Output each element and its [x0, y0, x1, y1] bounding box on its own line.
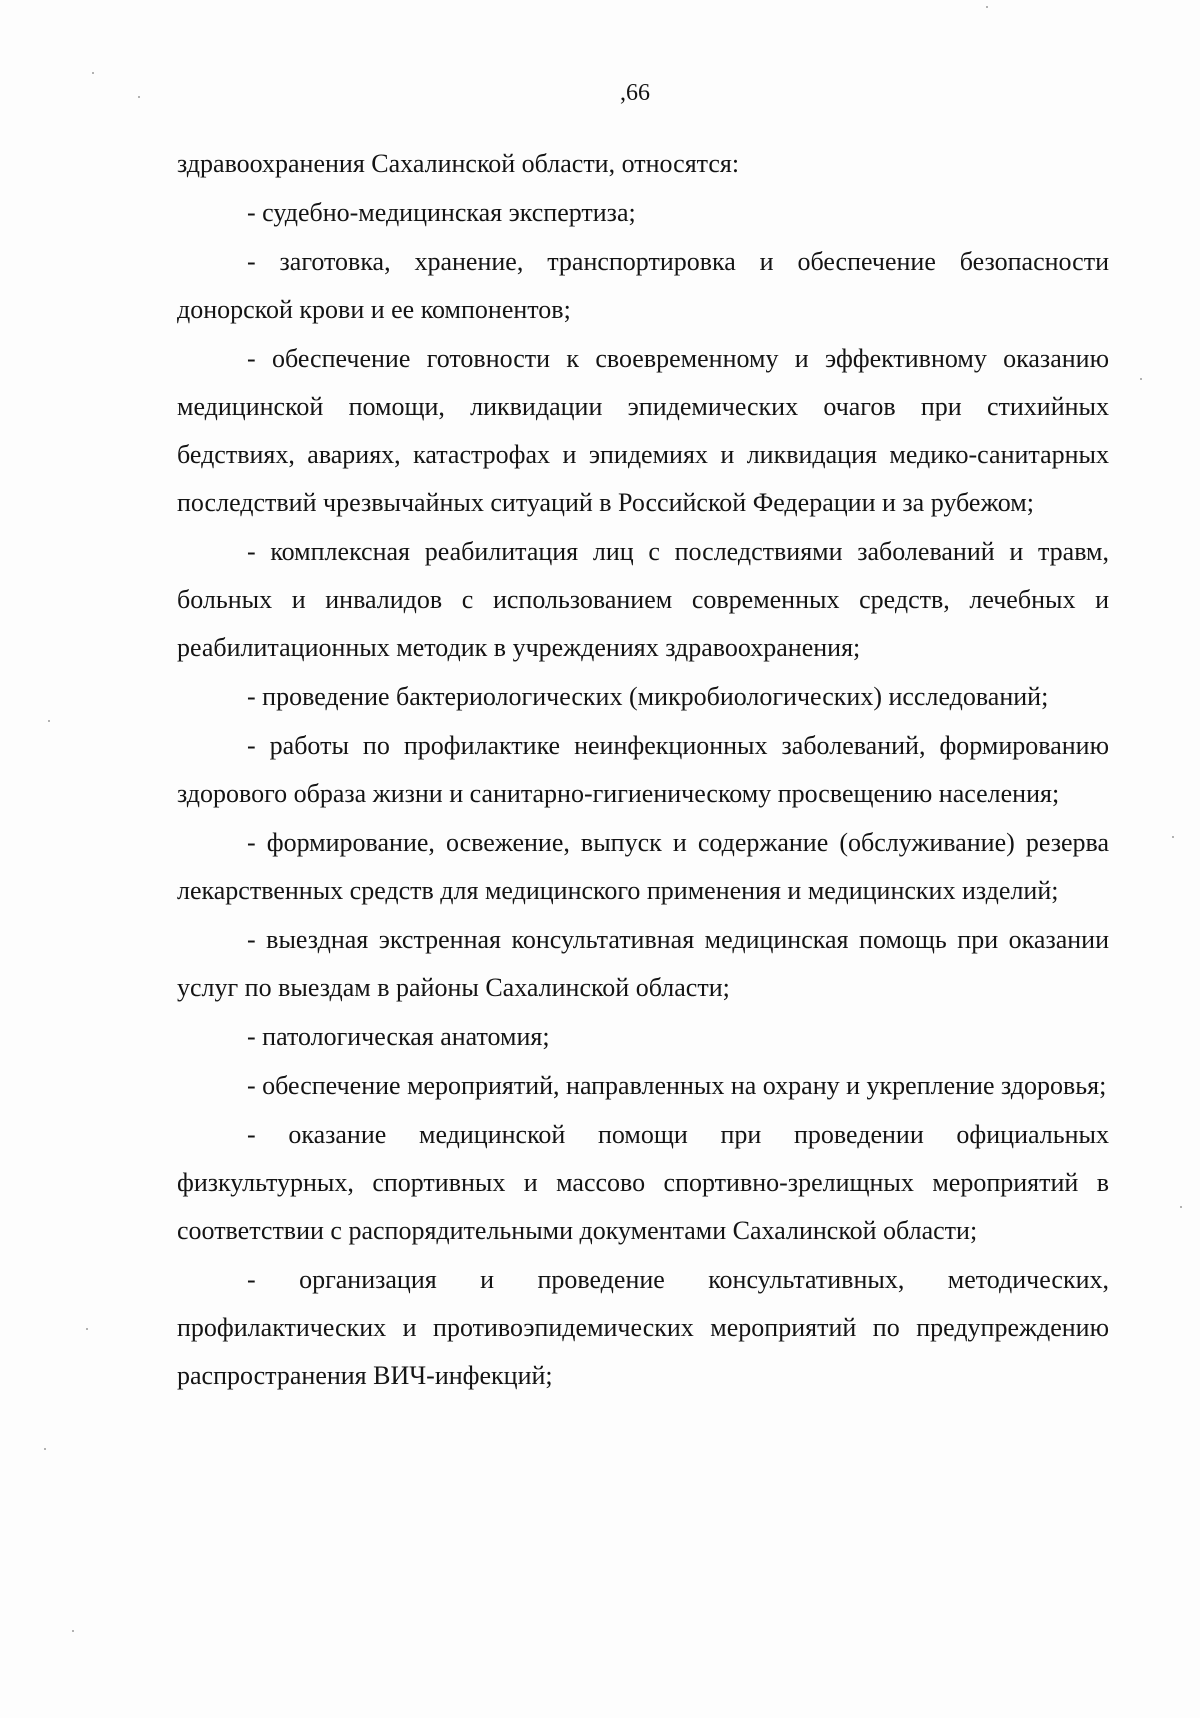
scan-speck — [92, 72, 94, 74]
list-item: - обеспечение готовности к своевременному и эффективному оказанию медицинской помощи, ликвидации эпидемических очагов при стихийных бедствиях, авариях, катастрофах и эпидемиях и ликвидация медико-санитарных последствий чрезвычайных ситуаций в Российской Федерации и за рубежом; — [177, 344, 1109, 517]
list-item: - оказание медицинской помощи при проведении официальных физкультурных, спортивных и массово спортивно-зрелищных мероприятий в соответствии с распорядительными документами Сахалинской области; — [177, 1120, 1109, 1245]
page-number: ,66 — [620, 80, 650, 106]
scan-speck — [986, 6, 988, 8]
list-item: - работы по профилактике неинфекционных заболеваний, формированию здорового образа жизни и санитарно-гигиеническому просвещению населения; — [177, 731, 1109, 808]
scan-speck — [72, 1630, 74, 1632]
scan-speck — [138, 96, 140, 98]
scan-speck — [1140, 378, 1142, 380]
list-item: - заготовка, хранение, транспортировка и обеспечение безопасности донорской крови и ее компонентов; — [177, 247, 1109, 324]
scan-speck — [44, 1448, 46, 1450]
document-body — [177, 140, 1109, 1401]
list-item: - обеспечение мероприятий, направленных на охрану и укрепление здоровья; — [247, 1071, 1107, 1100]
list-item: - судебно-медицинская экспертиза; — [247, 198, 636, 227]
scan-speck — [1172, 836, 1174, 838]
list-item: - комплексная реабилитация лиц с последствиями заболеваний и травм, больных и инвалидов с использованием современных средств, лечебных и реабилитационных методик в учреждениях здравоохранения; — [177, 537, 1109, 662]
list-item: - организация и проведение консультативных, методических, профилактических и противоэпидемических мероприятий по предупреждению распространения ВИЧ-инфекций; — [177, 1265, 1109, 1390]
list-item: - выездная экстренная консультативная медицинская помощь при оказании услуг по выездам в районы Сахалинской области; — [177, 925, 1109, 1002]
list-item: - формирование, освежение, выпуск и содержание (обслуживание) резерва лекарственных средств для медицинского применения и медицинских изделий; — [177, 828, 1109, 905]
paragraph-intro: здравоохранения Сахалинской области, относятся: — [177, 149, 740, 178]
scan-speck — [48, 720, 50, 722]
scan-speck — [86, 1328, 88, 1330]
scan-speck — [1180, 1206, 1182, 1208]
list-item: - проведение бактериологических (микробиологических) исследований; — [247, 682, 1049, 711]
list-item: - патологическая анатомия; — [247, 1022, 550, 1051]
